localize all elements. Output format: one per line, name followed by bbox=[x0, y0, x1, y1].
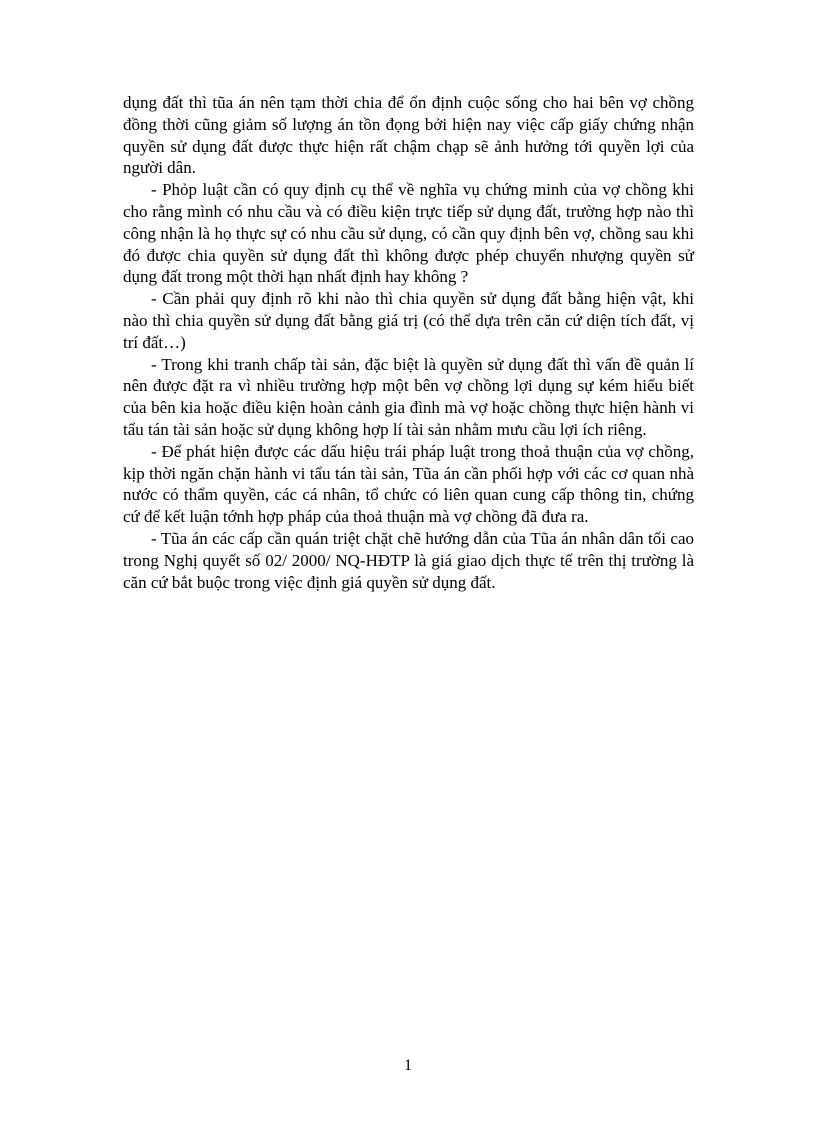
document-body bbox=[123, 92, 694, 593]
paragraph-proof-obligation: - Phỏp luật cần có quy định cụ thể về nghĩa vụ chứng minh của vợ chồng khi cho rằng mình có nhu cầu và có điều kiện trực tiếp sử dụng đất, trường hợp nào thì công nhận là họ thực sự có nhu cầu sử dụng, có cần quy định bên vợ, chồng sau khi đó được chia quyền sử dụng đất thì không được phép chuyển nhượng quyền sử dụng đất trong một thời hạn nhất định hay không ? bbox=[123, 180, 694, 287]
paragraph-continuation: dụng đất thì tũa án nên tạm thời chia để ổn định cuộc sống cho hai bên vợ chồng đồng thời cũng giảm số lượng án tồn đọng bởi hiện nay việc cấp giấy chứng nhận quyền sử dụng đất được thực hiện rất chậm chạp sẽ ảnh hưởng tới quyền lợi của người dân. bbox=[123, 93, 694, 178]
paragraph-asset-management: - Trong khi tranh chấp tài sản, đặc biệt là quyền sử dụng đất thì vấn đề quản lí nên được đặt ra vì nhiều trường hợp một bên vợ chồng lợi dụng sự kém hiểu biết của bên kia hoặc điều kiện hoàn cảnh gia đình mà vợ hoặc chồng thực hiện hành vi tẩu tán tài sản hoặc sử dụng không hợp lí tài sản nhằm mưu cầu lợi ích riêng. bbox=[123, 354, 694, 439]
page-number: 1 bbox=[404, 1057, 412, 1074]
paragraph-resolution-guidance: - Tũa án các cấp cần quán triệt chặt chẽ hướng dẫn của Tũa án nhân dân tối cao trong Nghị quyết số 02/ 2000/ NQ-HĐTP là giá giao dịch thực tế trên thị trường là căn cứ bắt buộc trong việc định giá quyền sử dụng đất. bbox=[123, 528, 694, 592]
paragraph-court-coordination: - Để phát hiện được các dấu hiệu trái pháp luật trong thoả thuận của vợ chồng, kịp thời ngăn chặn hành vi tẩu tán tài sản, Tũa án cần phối hợp với các cơ quan nhà nước có thẩm quyền, các cá nhân, tổ chức có liên quan cung cấp thông tin, chứng cứ để kết luận tớnh hợp pháp của thoả thuận mà vợ chồng đã đưa ra. bbox=[123, 441, 694, 527]
paragraph-division-method: - Cần phải quy định rõ khi nào thì chia quyền sử dụng đất bằng hiện vật, khi nào thì chia quyền sử dụng đất bằng giá trị (có thể dựa trên căn cứ diện tích đất, vị trí đất…) bbox=[123, 289, 694, 352]
